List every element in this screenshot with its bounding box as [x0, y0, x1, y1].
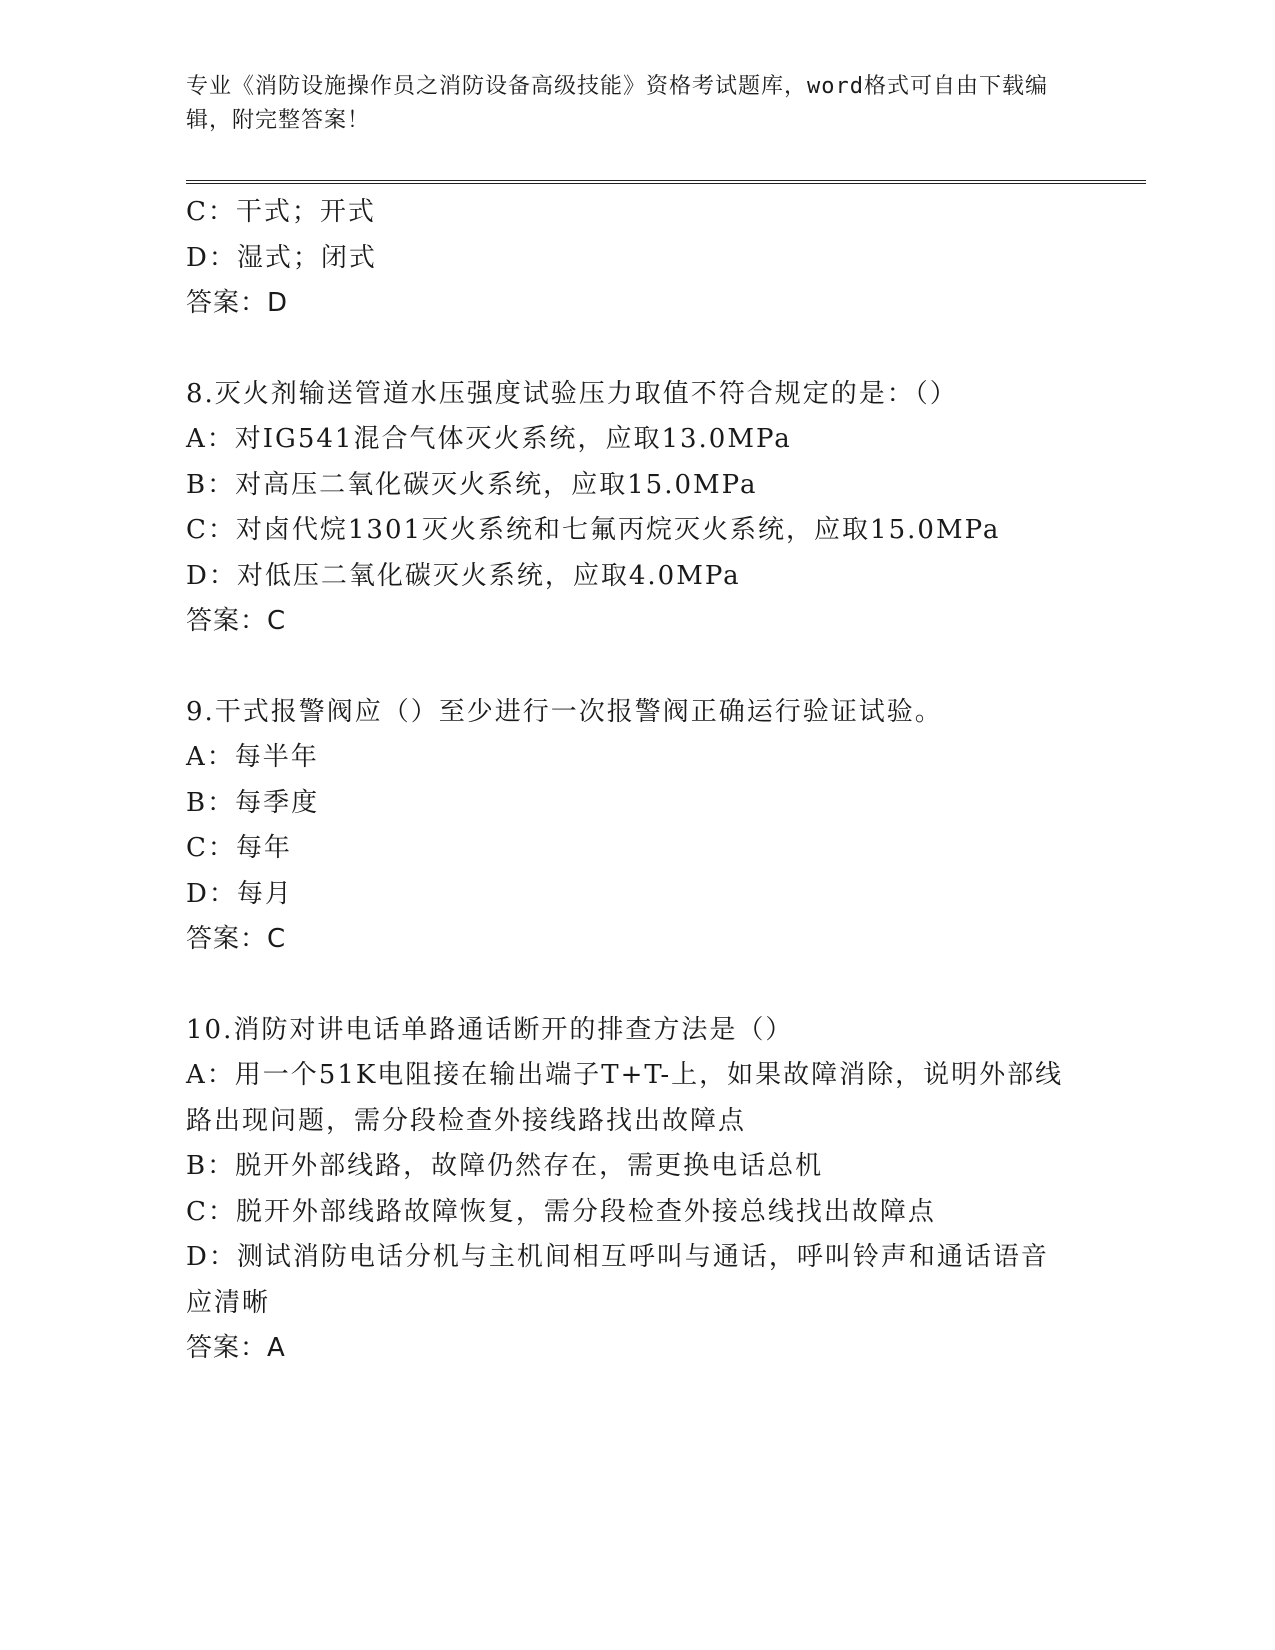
- option-c: C：每年: [186, 833, 292, 863]
- answer-line: 答案：A: [186, 1333, 286, 1363]
- document-page: [186, 70, 1146, 1372]
- option-c: C：脱开外部线路故障恢复，需分段检查外接总线找出故障点: [186, 1196, 936, 1227]
- spacer: [186, 645, 1146, 690]
- option-c: C：干式；开式: [186, 197, 376, 227]
- question-10: [186, 1008, 1066, 1372]
- answer-line: 答案：D: [186, 288, 289, 318]
- option-c: C：对卤代烷1301灭火系统和七氟丙烷灭火系统，应取15.0MPa: [186, 515, 1001, 545]
- option-d: D：每月: [186, 878, 293, 909]
- option-b: B：对高压二氧化碳灭火系统，应取15.0MPa: [186, 469, 758, 500]
- page-header: 专业《消防设施操作员之消防设备高级技能》资格考试题库，word格式可自由下载编辑，附完整答案！: [186, 74, 1048, 133]
- option-b: B：脱开外部线路，故障仍然存在，需更换电话总机: [186, 1151, 824, 1181]
- option-a: A：每半年: [186, 742, 319, 772]
- answer-line: 答案：C: [186, 924, 287, 954]
- question-stem: 10.消防对讲电话单路通话断开的排查方法是（）: [186, 1014, 794, 1045]
- question-8: [186, 372, 1066, 645]
- question-9: [186, 690, 1066, 963]
- option-d: D：测试消防电话分机与主机间相互呼叫与通话，呼叫铃声和通话语音应清晰: [186, 1242, 1049, 1318]
- spacer: [186, 327, 1146, 372]
- question-7-continuation: [186, 190, 1066, 327]
- option-a: A：对IG541混合气体灭火系统，应取13.0MPa: [186, 424, 792, 454]
- option-a: A：用一个51K电阻接在输出端子T+T-上，如果故障消除，说明外部线路出现问题，需分段检查外接线路找出故障点: [186, 1060, 1064, 1136]
- option-d: D：湿式；闭式: [186, 242, 377, 273]
- answer-line: 答案：C: [186, 606, 287, 636]
- option-b: B：每季度: [186, 787, 320, 818]
- spacer: [186, 963, 1146, 1008]
- question-stem: 8.灭火剂输送管道水压强度试验压力取值不符合规定的是：（）: [186, 378, 958, 409]
- question-stem: 9.干式报警阀应（）至少进行一次报警阀正确运行验证试验。: [186, 696, 943, 727]
- option-d: D：对低压二氧化碳灭火系统，应取4.0MPa: [186, 560, 741, 591]
- header-divider: [186, 180, 1146, 184]
